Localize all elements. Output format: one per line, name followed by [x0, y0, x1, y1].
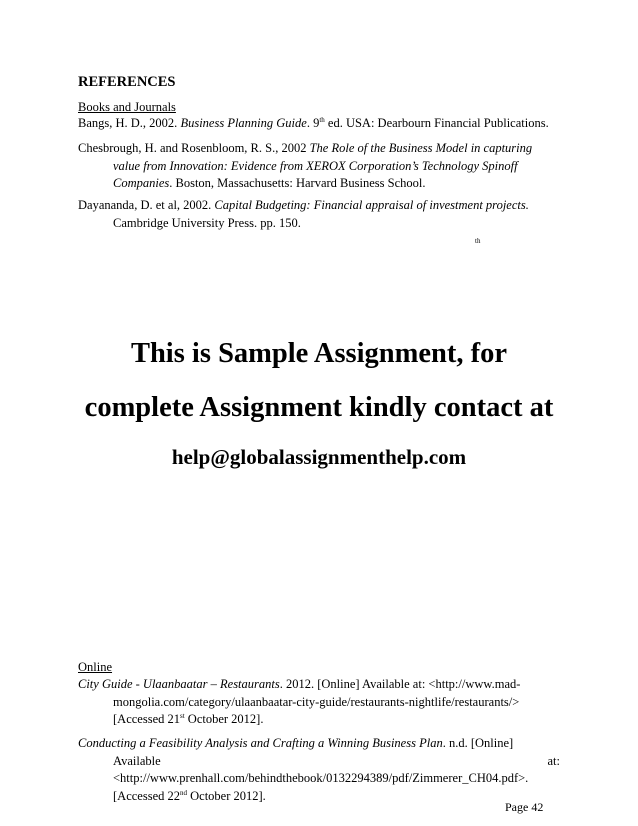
references-heading: REFERENCES	[78, 74, 176, 90]
reference-feasibility	[78, 735, 560, 805]
ref-title: Capital Budgeting: Financial appraisal of investment projects.	[214, 198, 529, 212]
ref-title: Companies	[113, 176, 170, 190]
ref-text: at:	[547, 753, 560, 768]
ref-text: Cambridge University Press. pp. 150.	[113, 215, 301, 230]
ref-superscript: st	[180, 711, 185, 720]
ref-text: ed. USA: Dearbourn Financial Publications.	[324, 116, 549, 130]
online-subheading: Online	[78, 660, 113, 674]
ref-title: Business Planning Guide	[180, 116, 307, 130]
ref-title: Conducting a Feasibility Analysis and Crafting a Winning Business Plan	[78, 736, 443, 750]
ref-title: The Role of the Business Model in capturing	[309, 141, 533, 155]
ref-text: [Accessed 22	[113, 788, 180, 803]
ref-text: . 2012. [Online] Available at: <http://www.mad-	[279, 677, 521, 691]
ref-title: City Guide - Ulaanbaatar – Restaurants	[78, 677, 280, 691]
ref-title: value from Innovation: Evidence from XEROX Corporation’s Technology Spinoff	[113, 158, 518, 173]
sample-banner-line2: complete Assignment kindly contact at	[84, 392, 554, 423]
ref-url: <http://www.prenhall.com/behindthebook/0132294389/pdf/Zimmerer_CH04.pdf>.	[113, 771, 529, 785]
ref-text: Bangs, H. D., 2002.	[78, 116, 181, 130]
reference-chesbrough	[78, 140, 560, 193]
ref-text: Chesbrough, H. and Rosenbloom, R. S., 2002	[78, 141, 310, 155]
sample-banner-email: help@globalassignmenthelp.com	[171, 445, 467, 469]
ref-text: October 2012].	[184, 712, 264, 726]
ref-text: [Accessed 21	[113, 712, 180, 726]
ref-url: mongolia.com/category/ulaanbaatar-city-guide/restaurants-nightlife/restaurants/>	[113, 694, 520, 709]
ref-text: Available	[113, 753, 161, 768]
page-number: Page 42	[505, 800, 544, 814]
reference-city-guide	[78, 676, 560, 729]
sample-banner-line1: This is Sample Assignment, for	[130, 338, 508, 369]
ref-text: Dayananda, D. et al, 2002.	[78, 198, 215, 212]
stray-superscript: th	[475, 237, 481, 245]
ref-superscript: th	[319, 115, 325, 124]
books-journals-subheading: Books and Journals	[78, 100, 176, 114]
reference-bangs	[78, 115, 560, 133]
ref-text: . 9	[306, 116, 320, 130]
ref-text: . Boston, Massachusetts: Harvard Business School.	[169, 176, 426, 190]
ref-text: . n.d. [Online]	[442, 736, 514, 750]
ref-superscript: nd	[180, 788, 187, 797]
ref-text: October 2012].	[187, 788, 266, 803]
reference-dayananda	[78, 197, 560, 232]
